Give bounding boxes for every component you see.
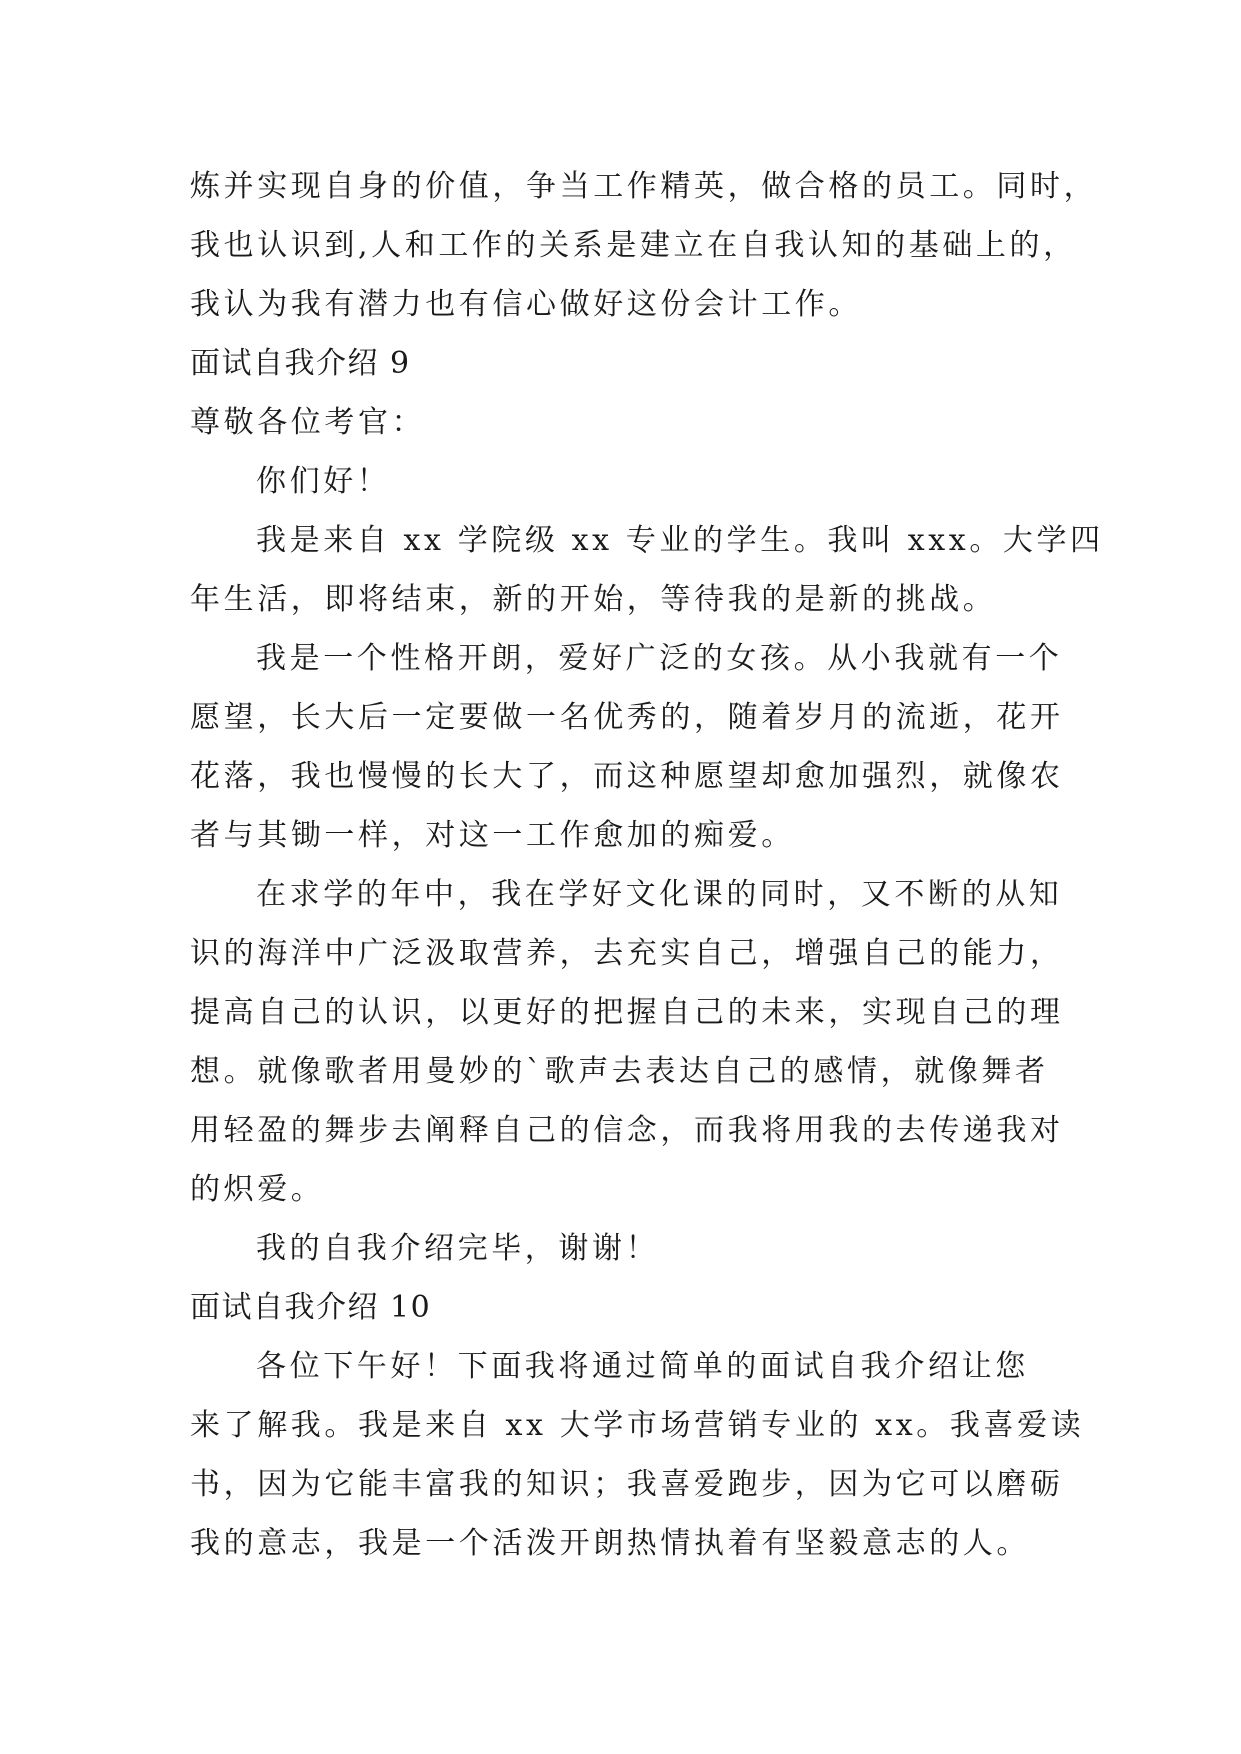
paragraph-line: 识的海洋中广泛汲取营养，去充实自己，增强自己的能力，	[190, 936, 1064, 971]
paragraph-line: 我是一个性格开朗，爱好广泛的女孩。从小我就有一个	[256, 641, 1063, 676]
closing-line: 我的自我介绍完毕，谢谢！	[256, 1231, 660, 1266]
paragraph-line: 我认为我有潜力也有信心做好这份会计工作。	[190, 287, 862, 322]
salutation: 尊敬各位考官：	[190, 405, 426, 440]
paragraph-line: 想。就像歌者用曼妙的`歌声去表达自己的感情，就像舞者	[190, 1054, 1049, 1089]
paragraph-line: 花落，我也慢慢的长大了，而这种愿望却愈加强烈，就像农	[190, 759, 1064, 794]
paragraph-line: 书，因为它能丰富我的知识；我喜爱跑步，因为它可以磨砺	[190, 1467, 1064, 1502]
greeting: 你们好！	[256, 464, 391, 499]
paragraph-line: 年生活，即将结束，新的开始，等待我的是新的挑战。	[190, 582, 997, 617]
paragraph-line: 的炽爱。	[190, 1172, 325, 1207]
paragraph-line: 来了解我。我是来自 xx 大学市场营销专业的 xx。我喜爱读	[190, 1408, 1085, 1443]
paragraph-line: 我也认识到,人和工作的关系是建立在自我认知的基础上的，	[190, 228, 1077, 263]
paragraph-line: 我是来自 xx 学院级 xx 专业的学生。我叫 xxx。大学四	[256, 523, 1104, 558]
paragraph-line: 用轻盈的舞步去阐释自己的信念，而我将用我的去传递我对	[190, 1113, 1064, 1148]
section-heading: 面试自我介绍 9	[190, 346, 411, 381]
paragraph-line: 各位下午好！下面我将通过简单的面试自我介绍让您	[256, 1349, 1029, 1384]
paragraph-line: 炼并实现自身的价值，争当工作精英，做合格的员工。同时，	[190, 169, 1098, 204]
paragraph-line: 我的意志，我是一个活泼开朗热情执着有坚毅意志的人。	[190, 1526, 1030, 1561]
paragraph-line: 者与其锄一样，对这一工作愈加的痴爱。	[190, 818, 795, 853]
paragraph-line: 愿望，长大后一定要做一名优秀的，随着岁月的流逝，花开	[190, 700, 1064, 735]
section-heading: 面试自我介绍 10	[190, 1290, 432, 1325]
paragraph-line: 提高自己的认识，以更好的把握自己的未来，实现自己的理	[190, 995, 1064, 1030]
paragraph-line: 在求学的年中，我在学好文化课的同时，又不断的从知	[256, 877, 1063, 912]
